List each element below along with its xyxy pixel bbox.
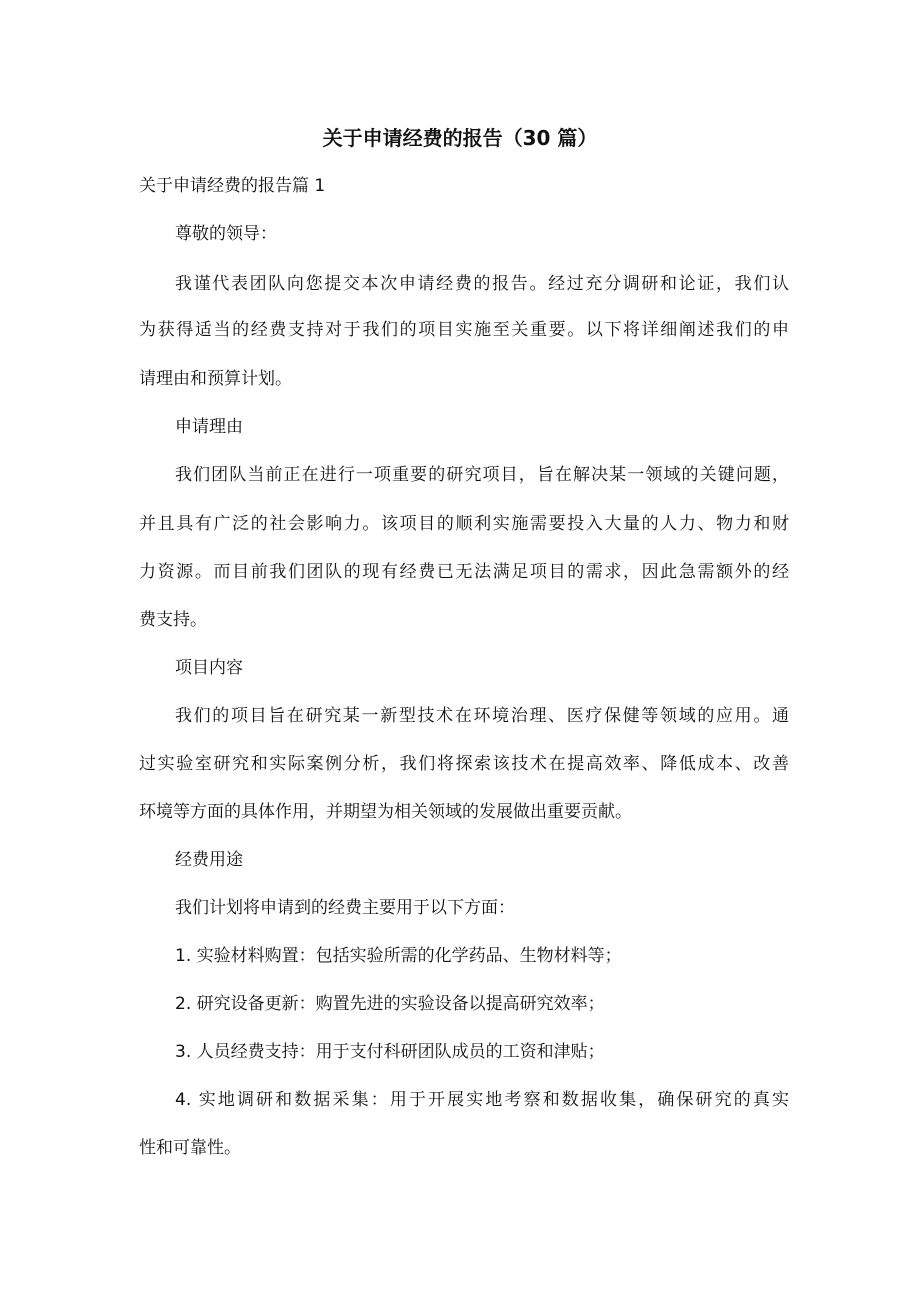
reason-line-1: 我们团队当前正在进行一项重要的研究项目，旨在解决某一领域的关键问题，	[175, 465, 789, 485]
content-line-1: 我们的项目旨在研究某一新型技术在环境治理、医疗保健等领域的应用。通	[175, 706, 789, 726]
section-heading-reason: 申请理由	[175, 417, 243, 437]
section-heading-usage: 经费用途	[175, 850, 243, 870]
usage-item-3: 3. 人员经费支持：用于支付科研团队成员的工资和津贴；	[175, 1042, 605, 1062]
usage-item-4-line-1: 4. 实地调研和数据采集：用于开展实地考察和数据收集，确保研究的真实	[175, 1090, 789, 1110]
content-line-2: 过实验室研究和实际案例分析，我们将探索该技术在提高效率、降低成本、改善	[139, 754, 789, 774]
reason-line-4: 费支持。	[139, 610, 207, 630]
usage-intro: 我们计划将申请到的经费主要用于以下方面：	[175, 898, 515, 918]
greeting: 尊敬的领导：	[175, 224, 277, 244]
reason-line-3: 力资源。而目前我们团队的现有经费已无法满足项目的需求，因此急需额外的经	[139, 562, 789, 582]
intro-line-2: 为获得适当的经费支持对于我们的项目实施至关重要。以下将详细阐述我们的申	[139, 320, 789, 340]
document-title: 关于申请经费的报告（30 篇）	[322, 126, 598, 150]
intro-line-3: 请理由和预算计划。	[139, 369, 292, 389]
reason-line-2: 并且具有广泛的社会影响力。该项目的顺利实施需要投入大量的人力、物力和财	[139, 514, 789, 534]
document-subtitle: 关于申请经费的报告篇 1	[139, 176, 326, 196]
intro-line-1: 我谨代表团队向您提交本次申请经费的报告。经过充分调研和论证，我们认	[175, 274, 789, 294]
usage-item-4-line-2: 性和可靠性。	[139, 1138, 241, 1158]
usage-item-1: 1. 实验材料购置：包括实验所需的化学药品、生物材料等；	[175, 946, 622, 966]
section-heading-content: 项目内容	[175, 658, 243, 678]
content-line-3: 环境等方面的具体作用，并期望为相关领域的发展做出重要贡献。	[139, 802, 632, 822]
usage-item-2: 2. 研究设备更新：购置先进的实验设备以提高研究效率；	[175, 994, 605, 1014]
